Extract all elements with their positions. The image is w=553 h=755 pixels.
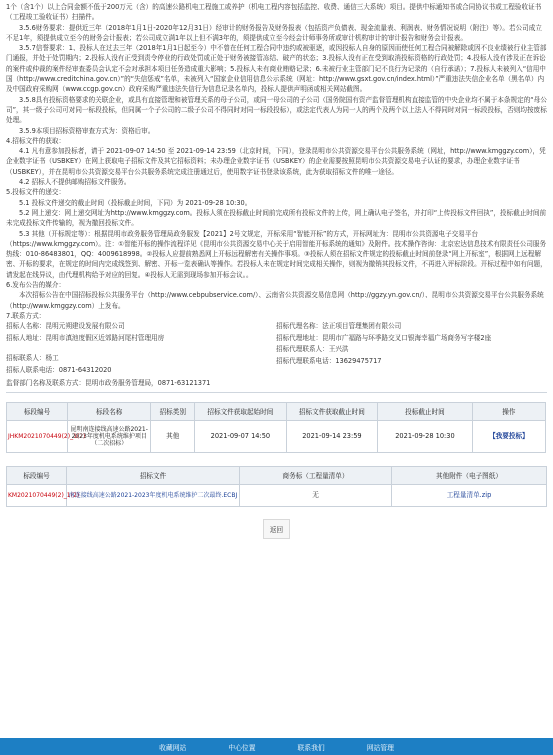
- contact-block: [6, 322, 547, 377]
- column-header: 招标类别: [151, 402, 195, 420]
- section-heading: 4.招标文件的获取：: [6, 136, 66, 145]
- supervise-line: 监督部门名称及联系方式：昆明市政务服务管理局，0871-63121371: [6, 378, 211, 387]
- divider: [6, 392, 547, 393]
- column-header: 招标文件: [67, 466, 240, 484]
- tender-files-table: [6, 466, 547, 507]
- contact-line: 招标人联系电话：0871-64312020: [6, 365, 112, 374]
- footer-link-admin[interactable]: 网站管理: [366, 743, 394, 752]
- paragraph: 3.5.9本项目招标资格审查方式为：资格后审。: [19, 126, 155, 135]
- column-header: 标段名称: [68, 402, 151, 420]
- section-heading: 5.投标文件的递交：: [6, 188, 66, 197]
- paragraph: 3.5.6财务要求：提供近三年（2018年1月1日-2020年12月31日）经审计的财务报告及财务报表（包括资产负债表、现金流量表、利润表、财务情况说明（附注）等）。若公司成立不足1年，须提供成立至今的财务会计报表；若公司成立满1年以上但不满3年的，须提供成立至今经会计师事务所或审计机构审计的审计报告和财务会计报表。: [6, 23, 542, 42]
- back-button[interactable]: 返回: [263, 519, 290, 539]
- section-code: JHKM2021070449(2)_1(2): [7, 420, 68, 452]
- contact-left: [6, 322, 276, 377]
- paragraph: 1个（含1个）以上合同金额不低于200万元（含）的高速公路机电工程施工或养护（机电工程内容包括监控、收费、通信三大系统）项目。提供中标通知书或合同协议书或工程验收证书（工程竣工验收证书）扫描件。: [6, 3, 542, 22]
- footer-link-favorite[interactable]: 收藏网站: [159, 743, 187, 752]
- contact-line: 招标联系人：杨工: [6, 354, 59, 363]
- tender-file-link[interactable]: 南连接线高速公路2021-2023年度机电系统维护二次最终.ECBJ: [67, 484, 240, 506]
- attachment-link[interactable]: 工程量清单.zip: [392, 484, 547, 506]
- footer-link-location[interactable]: 中心位置: [228, 743, 256, 752]
- section-name: 昆明南连接线高速公路2021-2023年度机电系统维护项目（二次招标）: [68, 420, 151, 452]
- column-header: 标段编号: [7, 466, 67, 484]
- column-header: 招标文件获取截止时间: [286, 402, 378, 420]
- doc-start-time: 2021-09-07 14:50: [195, 420, 287, 452]
- paragraph: 4.2 招标人不提供邮购招标文件服务。: [19, 178, 131, 187]
- section-heading: 7.联系方式：: [6, 311, 46, 320]
- column-header: 标段编号: [7, 402, 68, 420]
- section-heading: 6.发布公告的媒介：: [6, 281, 66, 290]
- footer-bar: [0, 738, 553, 755]
- footer-link-contact[interactable]: 联系我们: [297, 743, 325, 752]
- column-header: 招标文件获取起始时间: [195, 402, 287, 420]
- contact-line: 招标代理名称：法正项目管理集团有限公司: [276, 322, 402, 331]
- bid-now-link[interactable]: 【我要投标】: [489, 431, 529, 440]
- column-header: 商务标（工程量清单）: [240, 466, 392, 484]
- action-cell: [472, 420, 545, 452]
- paragraph: 5.3 其他（开标规定等）：根据昆明市政务服务管理局政务服发【2021】2号文规定，开标采用“智能开标”的方式，开标网址为：昆明市公共资源电子交易平台（https://www.kmggzy.com）。注：①智能开标的操作流程详见《昆明市公共资源交易中心关于启用智能开标系统的通知》及附件。技术操作咨询：北京宏达信息技术有限责任公司服务热线：010-86483801，QQ：4009618998。②投标人应提前熟悉网上开标远程解密有关操作事项。③投标人须在招标文件规定的投标截止时间前登录“网上开标室”，根据网上远程解密、开标的要求，在规定的时间内完成线签到、解密、开标一览表确认等操作。若投标人未在规定时间完成相关操作，则视为撤销其投标文件，不再进入评标阶段。开标过程中如有问题，请发起在线异议，由代理机构给予对应的回复。④投标人无需到现场参加开标会议。。: [6, 229, 547, 279]
- column-header: 操作: [472, 402, 545, 420]
- paragraph: 3.5.8具有投标资格要求的关联企业，或具有直接管理和被管理关系的母子公司，或同一母公司的子公司（国务院国有资产监督管理机构直接监管的中央企业均不属于本条规定的“母公司”，其一级子公司可对同一标段投标，但同属一个子公司的二级子公司不得同时对同一标段投标），或法定代表人为同一人的两个及两个以上法人不得同时对同一标段投标，否则均按废标处理。: [6, 95, 547, 125]
- bid-deadline: 2021-09-28 10:30: [378, 420, 473, 452]
- paragraph: 3.5.7信誉要求：1、投标人在过去三年（2018年1月1日起至今）中不曾在任何工程合同中违约或被驱逐，或因投标人自身的原因而使任何工程合同被解除或因不良业绩被行业主管部门通报，并处于处罚期内；2.投标人没有正受到责令停业的行政处罚或正处于财务被接管冻结、破产的状态；3.投标人没有正在受到取消投标资格的行政处罚；4.投标人没有涉及正在诉讼的案件或仲裁的案件经审查委员会认定不会对承担本项目任务造成重大影响；5.投标人未有商业贿赂记录；6.未被行业主管部门记不良行为记录的（自行承诺）；7.投标人未被列入“信用中国（http://www.creditchina.gov.cn）”的“失信惩戒”名单，未被列入“国家企业信用信息公示系统（网址：http://www.gsxt.gov.cn/index.html）”严重违法失信企业名单（黑名单）内及中国政府采购网（www.ccgp.gov.cn）政府采购严重违法失信行为信息记录名单内，投标人提供声明函或相关网站截图。: [6, 44, 547, 94]
- contact-line: 招标人地址：昆明市滇池度假区近郊路河尾村管理用房: [6, 333, 165, 342]
- paragraph: 5.2 网上递交：网上递交网址为http://www.kmggzy.com。投标人须在投标截止时间前完成所有投标文件的上传，网上确认电子签名，并打印“上传投标文件回执”，投标截止时间前未完成投标文件传输的，视为撤回投标文件。: [6, 208, 547, 228]
- paragraph: 本次招标公告在中国招标投标公共服务平台（http://www.cebpubservice.com/）、云南省公共资源交易信息网（http://ggzy.yn.gov.cn/）、昆明市公共资源交易平台公共服务系统（http://www.kmggzy.com）上发布。: [6, 291, 544, 310]
- back-area: [0, 517, 553, 539]
- contact-line: 招标代理联系人：王兴洪: [276, 345, 349, 354]
- table-header-row: [7, 466, 547, 484]
- paragraph: 4.1 凡有意参加投标者，请于 2021-09-07 14:50 至 2021-09-14 23:59（北京时间，下同），登录昆明市公共资源交易平台公共服务系统（网址，http://www.kmggzy.com），凭企业数字证书（USBKEY）在网上获取电子招标文件及其它招标资料；未办理企业数字证书（USBKEY）的企业需要按照昆明市公共资源交易电子认证的要求，办理企业数字证书（USBKEY），并在昆明市公共资源交易平台公共服务系统完成注册通过后，使用数字证书登录该系统，此为获取招标文件的唯一途径。: [6, 147, 546, 176]
- business-bid: 无: [240, 484, 392, 506]
- contact-right: [276, 322, 534, 377]
- contact-line: 招标代理联系电话：13629475717: [276, 356, 382, 365]
- contact-line: 招标代理地址：昆明市广福路与环季路交叉口银海幸福广场商务写字楼2座: [276, 333, 492, 342]
- table-row: [7, 420, 546, 452]
- table-header-row: [7, 402, 546, 420]
- bid-section-table: [6, 402, 546, 453]
- column-header: 投标截止时间: [378, 402, 473, 420]
- doc-end-time: 2021-09-14 23:59: [286, 420, 378, 452]
- table-row: [7, 484, 547, 506]
- paragraph: 5.1 投标文件递交的截止时间（投标截止时间，下同）为 2021-09-28 10:30。: [19, 198, 252, 207]
- contact-line: 招标人名称：昆明元朔建设发展有限公司: [6, 322, 125, 331]
- column-header: 其他附件（电子图纸）: [392, 466, 547, 484]
- section-code: KM2021070449(2)_1(2): [7, 484, 67, 506]
- tender-category: 其他: [151, 420, 195, 452]
